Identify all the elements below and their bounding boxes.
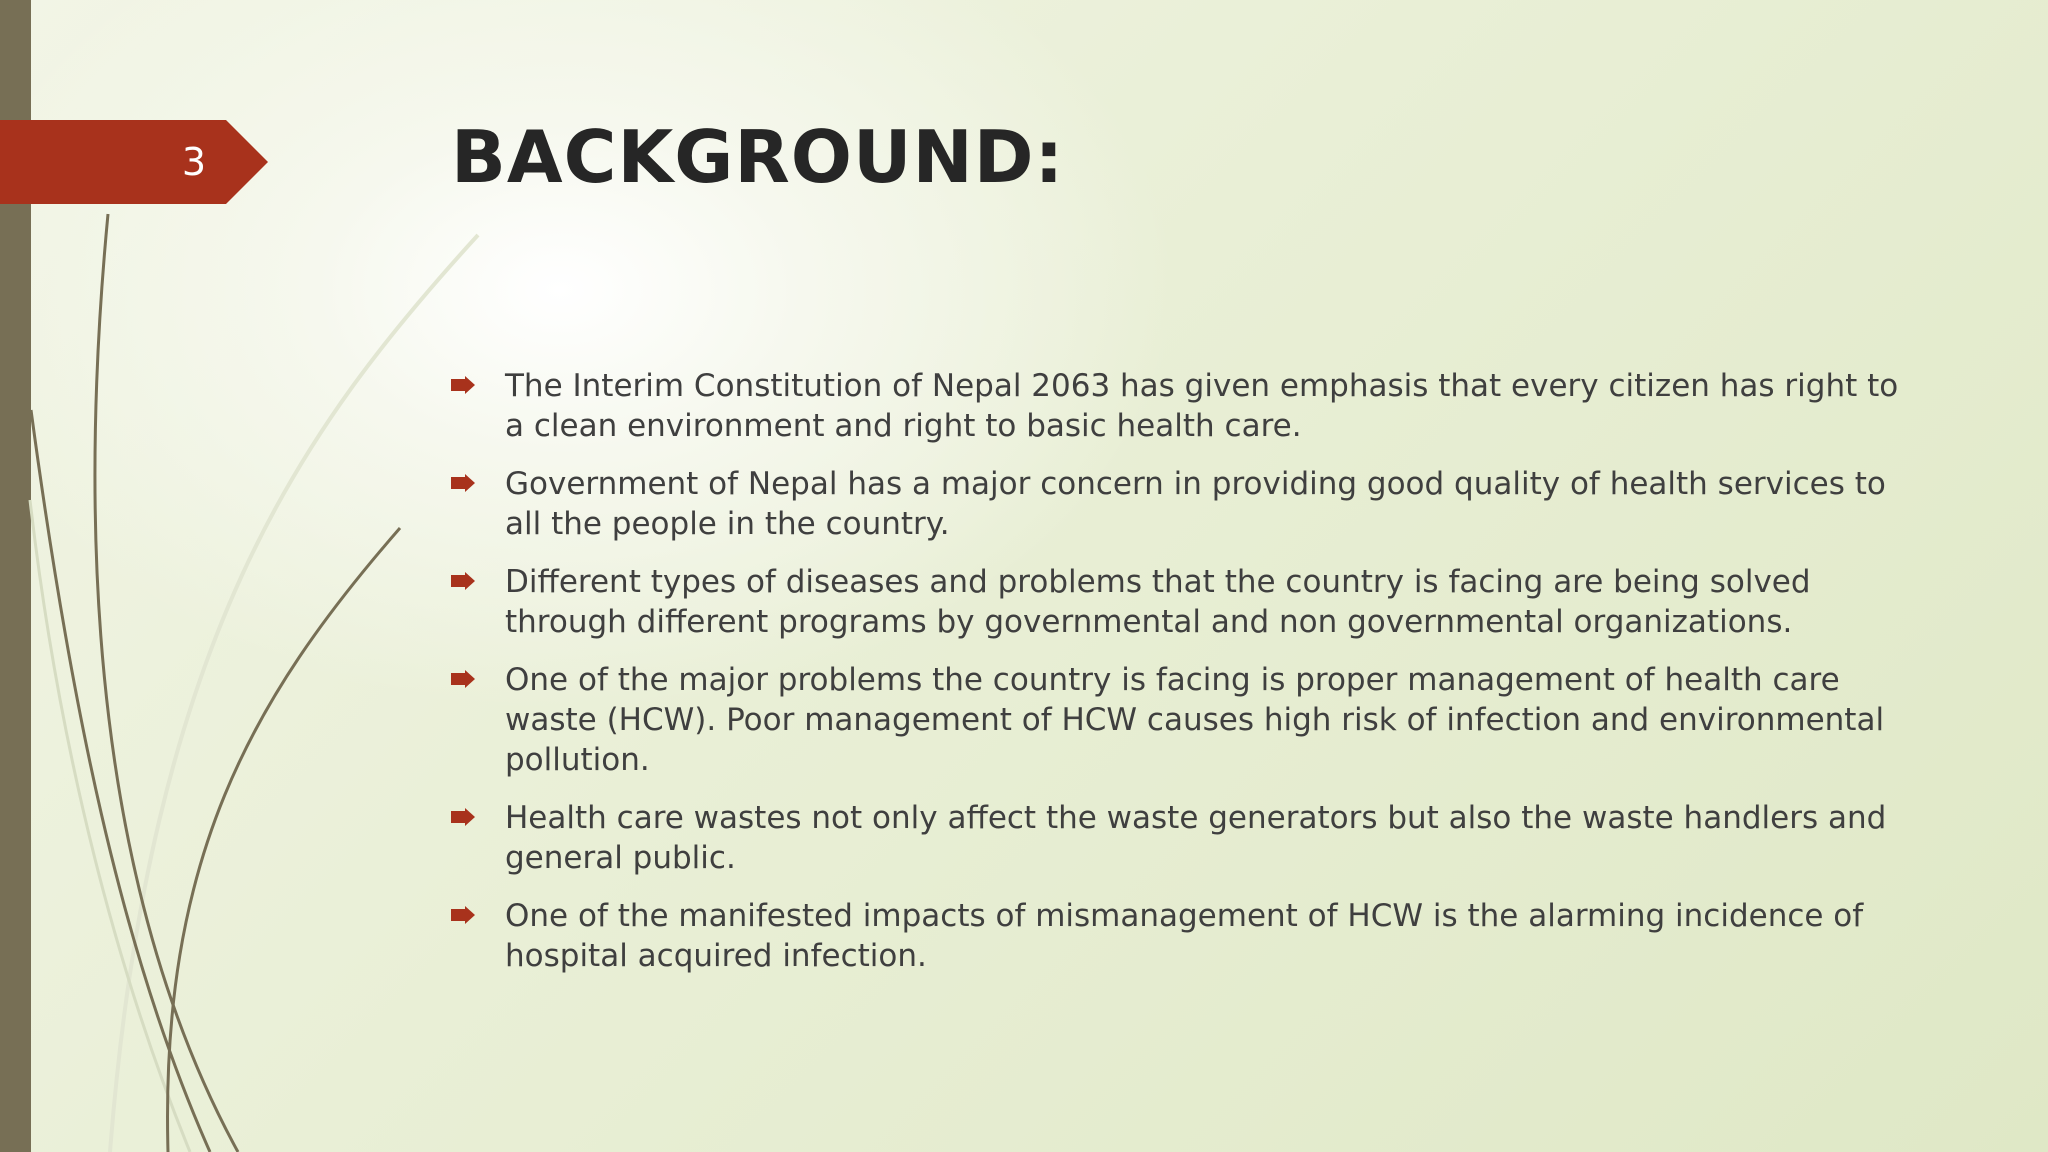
arrow-bullet-icon — [451, 376, 475, 394]
arrow-bullet-icon — [451, 572, 475, 590]
bullet-text: The Interim Constitution of Nepal 2063 has given emphasis that every citizen has right to a clean environment and right to basic health care. — [505, 368, 1899, 444]
arrow-bullet-icon — [451, 474, 475, 492]
arrow-bullet-icon — [451, 906, 475, 924]
bullet-text: Government of Nepal has a major concern in providing good quality of health services to all the people in the country. — [505, 466, 1886, 542]
bullet-text: One of the major problems the country is facing is proper management of health care waste (HCW). Poor management of HCW causes high risk of infection and environmental pollution. — [505, 662, 1885, 778]
bullet-text: One of the manifested impacts of mismanagement of HCW is the alarming incidence of hospital acquired infection. — [505, 898, 1864, 974]
bullet-item — [451, 798, 1921, 878]
bullet-item — [451, 660, 1921, 780]
bullet-text: Different types of diseases and problems that the country is facing are being solved through different programs by governmental and non governmental organizations. — [505, 564, 1811, 640]
grass-curve-light — [110, 235, 478, 1152]
slide-number-tab — [0, 120, 268, 204]
grass-curve-light — [30, 500, 190, 1152]
grass-curve-dark — [95, 214, 238, 1152]
bullet-item — [451, 562, 1921, 642]
slide-number: 3 — [181, 140, 207, 184]
bullet-list — [451, 366, 1921, 994]
bullet-item — [451, 896, 1921, 976]
arrow-bullet-icon — [451, 670, 475, 688]
slide-title: BACKGROUND: — [451, 115, 1065, 199]
grass-curve-dark — [168, 528, 400, 1152]
bullet-text: Health care wastes not only affect the waste generators but also the waste handlers and general public. — [505, 800, 1887, 876]
arrow-bullet-icon — [451, 808, 475, 826]
bullet-item — [451, 464, 1921, 544]
bullet-item — [451, 366, 1921, 446]
